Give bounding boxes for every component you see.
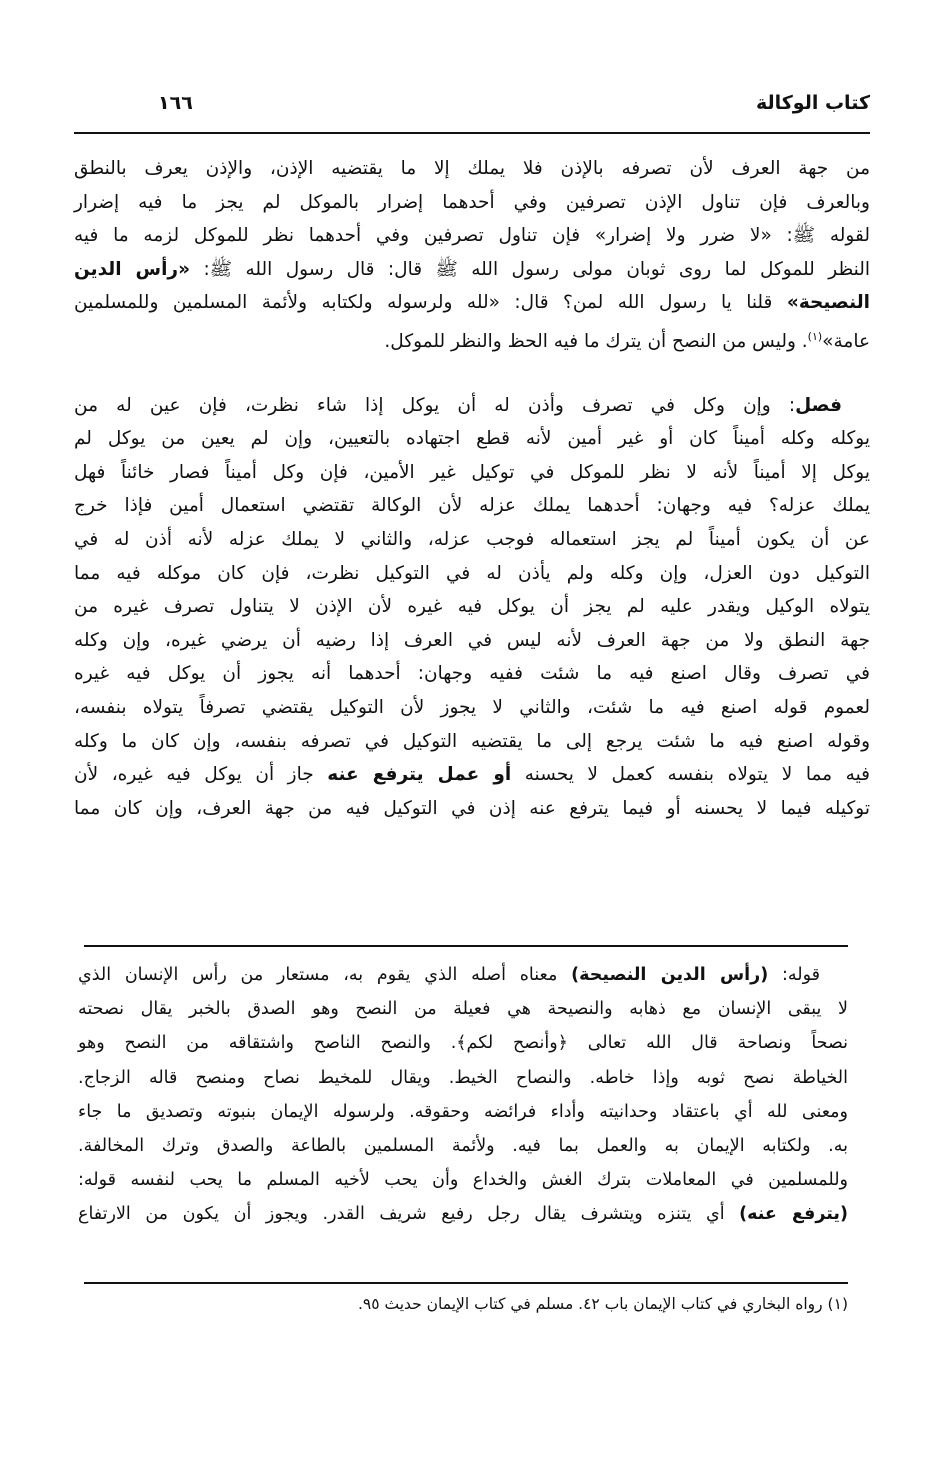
page-number: ١٦٦	[158, 92, 193, 114]
text-line	[74, 219, 870, 253]
footnote-divider	[84, 1282, 848, 1284]
text-line	[74, 286, 870, 320]
text-segment: عن أن يكون أميناً لم يجز استعماله فوجب عزله، والثاني لا يملك عزله لأنه أذن له في	[74, 528, 870, 550]
text-segment: ومعنى لله أي باعتقاد وحدانيته وأداء فرائضه وحقوقه. ولرسوله الإيمان بنبوته وتصديق ما جاء	[78, 1101, 848, 1122]
text-segment: جاز أن يوكل فيه غيره، لأن	[74, 764, 328, 786]
text-segment: وبالعرف فإن تناول الإذن تصرفين وفي أحدهما إضرار بالموكل لم يجز ما فيه إضرار	[74, 191, 870, 213]
text-segment: يملك عزله؟ فيه وجهان: أحدهما يملك عزله لأن الوكالة تقتضي استعمال أمين فإذا خرج	[74, 495, 870, 517]
text-line	[78, 1129, 848, 1163]
text-line	[74, 624, 870, 658]
text-line	[74, 725, 870, 759]
text-segment: قلنا يا رسول الله لمن؟ قال: «لله ولرسوله ولكتابه ولأئمة المسلمين وللمسلمين	[74, 292, 787, 314]
bold-term: النصيحة»	[786, 292, 870, 314]
header-divider	[74, 132, 870, 134]
text-segment: : وإن وكل في تصرف وأذن له أن يوكل إذا شاء نظرت، فإن عين له من	[74, 394, 796, 416]
text-segment: أي يتنزه ويتشرف يقال رجل رفيع شريف القدر. ويجوز أن يكون من الارتفاع	[78, 1204, 740, 1225]
text-line	[74, 489, 870, 523]
text-segment: به. ولكتابه الإيمان به والعمل بما فيه. ولأئمة المسلمين بالطاعة والصدق وترك المخالفة.	[78, 1135, 848, 1156]
text-segment: فيه مما لا يتولاه بنفسه كعمل لا يحسنه	[511, 764, 870, 786]
text-line	[74, 456, 870, 490]
text-line	[78, 1026, 848, 1060]
text-line	[74, 557, 870, 591]
text-line	[74, 691, 870, 725]
text-segment: يوكل إلا أميناً لأنه لا نظر للموكل في توكيل غير الأمين، فإن وكل أميناً فصار خائناً فهل	[74, 461, 870, 483]
text-segment: في تصرف وقال اصنع فيه ما شئت ففيه وجهان: أحدهما أنه يجوز أن يوكل فيه غيره	[74, 663, 870, 685]
text-segment: معناه أصله الذي يقوم به، مستعار من رأس الإنسان الذي	[78, 965, 572, 985]
text-line	[74, 389, 870, 423]
commentary-divider	[84, 945, 848, 947]
text-segment: يوكله وكله أميناً كان أو غير أمين لأنه قطع اجتهاده بالتعيين، وإن لم يعين من يوكل لم	[74, 428, 870, 450]
bold-term: «رأس الدين	[74, 258, 191, 280]
running-header-title: كتاب الوكالة	[755, 92, 870, 114]
bold-term: (يترفع عنه)	[739, 1204, 848, 1225]
commentary-text	[78, 958, 848, 1232]
bold-term: أو عمل يترفع عنه	[327, 764, 512, 786]
text-segment: يتولاه الوكيل ويقدر عليه لم يجز أن يوكل فيه غيره لأن الإذن لا يتناول تصرف غيره من	[74, 596, 870, 618]
text-segment: جهة النطق ولا من جهة العرف لأنه ليس في العرف إذا رضيه أن يرضي غيره، وإن وكله	[74, 629, 870, 651]
text-segment: الخياطة نصح ثوبه وإذا خاطه. والنصاح الخيط. ويقال للمخيط نصاح ومنصح قاله الزجاج.	[78, 1067, 848, 1088]
text-line	[74, 523, 870, 557]
text-line	[78, 1163, 848, 1197]
text-line	[74, 792, 870, 826]
text-segment: نصحاً ونصاحة قال الله تعالى ﴿وأنصح لكم﴾. والنصح الناصح واشتقاقه من النصح وهو	[78, 1033, 848, 1054]
text-segment: لا يبقى الإنسان مع ذهابه والنصيحة هي فعيلة من النصح وهو الصدق بالخبر يقال نصحته	[78, 999, 848, 1020]
text-line	[74, 253, 870, 287]
text-segment: عامة»	[822, 331, 870, 353]
text-segment: . وليس من النصح أن يترك ما فيه الحظ والنظر للموكل.	[384, 331, 808, 353]
text-line	[74, 758, 870, 792]
text-line	[74, 152, 870, 186]
bold-term: (رأس الدين النصيحة)	[571, 965, 769, 985]
text-line	[78, 958, 848, 992]
footnote-text: (١) رواه البخاري في كتاب الإيمان باب ٤٢. مسلم في كتاب الإيمان حديث ٩٥.	[357, 1295, 848, 1313]
text-segment: النظر للموكل لما روى ثوبان مولى رسول الله ﷺ قال: قال رسول الله ﷺ:	[190, 258, 870, 280]
text-line	[74, 590, 870, 624]
text-segment: وقوله اصنع فيه ما شئت يرجع إلى ما يقتضيه التوكيل في تصرفه بنفسه، وإن كان ما وكله	[74, 730, 870, 752]
text-line	[74, 320, 870, 354]
footnote	[78, 1295, 848, 1313]
text-segment: وللمسلمين في المعاملات بترك الغش والخداع وأن يحب لأخيه المسلم ما يحب لنفسه قوله:	[78, 1170, 848, 1191]
text-segment: لقوله ﷺ: «لا ضرر ولا إضرار» فإن تناول تصرفين وفي أحدهما نظر للموكل لزمه ما فيه	[74, 225, 870, 247]
text-line	[74, 422, 870, 456]
main-text	[74, 152, 870, 825]
text-segment: من جهة العرف لأن تصرفه بالإذن فلا يملك إلا ما يقتضيه الإذن، والإذن يعرف بالنطق	[74, 158, 870, 179]
text-line	[78, 992, 848, 1026]
text-line	[74, 186, 870, 220]
text-segment: قوله:	[768, 965, 820, 985]
text-line	[78, 1095, 848, 1129]
text-line	[74, 657, 870, 691]
text-segment: توكيله فيما لا يحسنه أو فيما يترفع عنه إذن في التوكيل فيه من جهة العرف، وإن كان مما	[74, 797, 870, 819]
footnote-ref: (١)	[807, 329, 823, 343]
text-line	[78, 1197, 848, 1231]
text-segment: التوكيل دون العزل، وإن وكله ولم يأذن له في التوكيل نظرت، فإن كان موكله فيه مما	[74, 562, 870, 584]
paragraph-gap	[74, 354, 870, 389]
bold-term: فصل	[795, 394, 842, 416]
text-line	[78, 1061, 848, 1095]
text-segment: لعموم قوله اصنع فيه ما شئت، والثاني لا يجوز لأن التوكيل يقتضي تصرفاً يتولاه بنفسه،	[74, 696, 870, 718]
